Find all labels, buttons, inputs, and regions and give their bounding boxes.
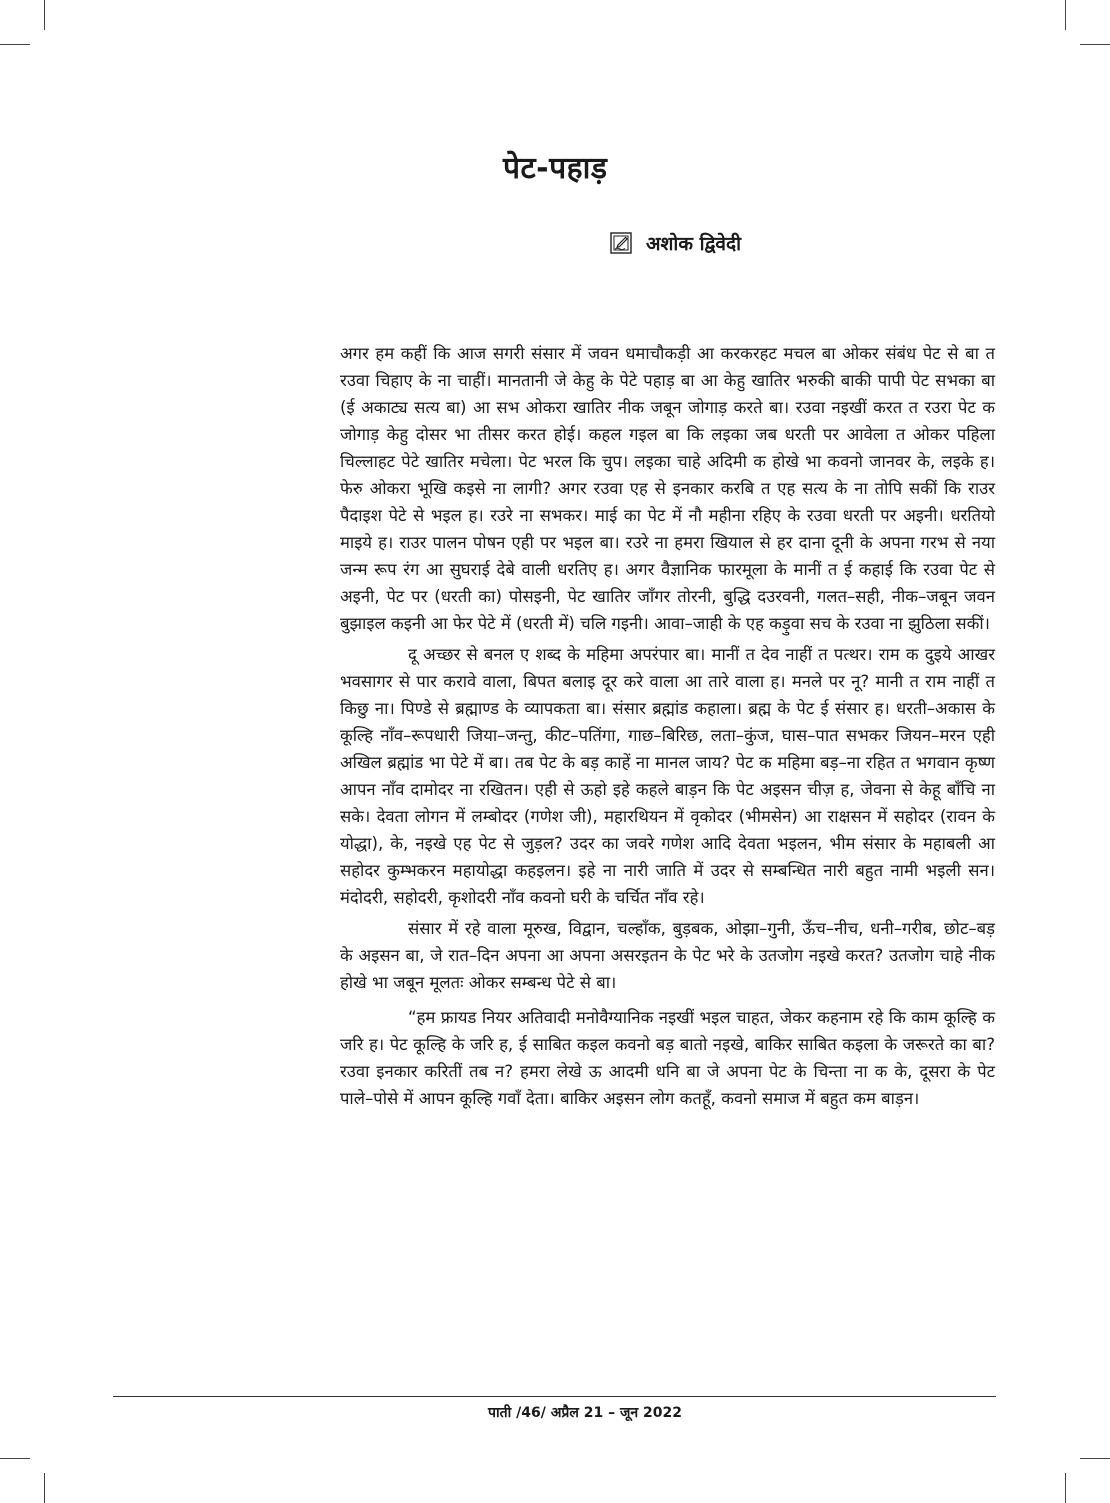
paragraph: दू अच्छर से बनल ए शब्द के महिमा अपरंपार बा। मानीं त देव नाहीं त पत्थर। राम क दुइये आखर भवसागर से पार करावे वाला, बिपत बलाइ दूर करे वाला आ तारे वाला ह। मनले पर नू? मानी त राम नाहीं त किछु ना। पिण्डे से ब्रह्माण्ड के व्यापकता बा। संसार ब्रह्मांड कहाला। ब्रह्म के पेट ई संसार ह। धरती–अकास के कूल्हि नाँव–रूपधारी जिया–जन्तु, कीट–पतिंगा, गाछ–बिरिछ, लता–कुंज, घास–पात सभकर जियन–मरन एही अखिल ब्रह्मांड भा पेटे में बा। तब पेट के बड़ काहें ना मानल जाय? पेट क महिमा बड़–ना रहित त भगवान कृष्ण आपन नाँव दामोदर ना रखितन। एही से ऊहो इहे कहले बाड़न कि पेट अइसन चीज़ ह, जेवना से केहू बाँचि ना सके। देवता लोगन में लम्बोदर (गणेश जी), महारथियन में वृकोदर (भीमसेन) आ राक्षसन में सहोदर (रावन के योद्धा), के, नइखे एह पेट से जुड़ल? उदर का जवरे गणेश आदि देवता भइलन, भीम संसार के महाबली आ सहोदर कुम्भकरन महायोद्धा कहइलन। इहे ना नारी जाति में उदर से सम्बन्धित नारी बहुत नामी भइली सन। मंदोदरी, सहोदरी, कृशोदरी नाँव कवनो घरी के चर्चित नाँव रहे। bbox=[340, 645, 995, 907]
crop-mark bbox=[0, 44, 30, 45]
crop-mark bbox=[1080, 44, 1110, 45]
author-name: अशोक द्विवेदी bbox=[646, 233, 741, 255]
article-title: पेट-पहाड़ bbox=[503, 151, 608, 186]
crop-mark bbox=[0, 1458, 30, 1459]
paragraph: अगर हम कहीं कि आज सगरी संसार में जवन धमाचौकड़ी आ करकरहट मचल बा ओकर संबंध पेट से बा त रउवा चिहाए के ना चाहीं। मानतानी जे केहु के पेटे पहाड़ बा आ केहु खातिर भरुकी बाकी पापी पेट सभका बा (ई अकाट्य सत्य बा) आ सभ ओकरा खातिर नीक जबून जोगाड़ करते बा। रउवा नइखीं करत त रउरा पेट क जोगाड़ केहु दोसर भा तीसर करत होई। कहल गइल बा कि लइका जब धरती पर आवेला त ओकर पहिला चिल्लाहट पेटे खातिर मचेला। पेट भरल कि चुप। लइका चाहे अदिमी क होखे भा कवनो जानवर के, लइके ह। फेरु ओकरा भूखि कइसे ना लागी? अगर रउवा एह से इनकार करबि त एह सत्य के ना तोपि सकीं कि राउर पैदाइश पेटे से भइल ह। रउरे ना सभकर। माई का पेट में नौ महीना रहिए के रउवा धरती पर अइनी। धरतियो माइये ह। राउर पालन पोषन एही पर भइल बा। रउरे ना हमरा खियाल से हर दाना दूनी के अपना गरभ से नया जन्म रूप रंग आ सुघराई देबे वाली धरतिए ह। अगर वैज्ञानिक फारमूला के मानीं त ई कहाई कि रउवा पेट से अइनी, पेट पर (धरती का) पोसइनी, पेट खातिर जाँगर तोरनी, बुद्धि दउरवनी, गलत–सही, नीक–जबून जवन बुझाइल कइनी आ फेर पेटे में (धरती में) चलि गइनी। आवा–जाही के एह कड़ुवा सच के रउवा ना झुठिला सकीं। bbox=[340, 344, 995, 633]
pen-writing-icon bbox=[610, 232, 632, 254]
page-footer: पाती /46/ अप्रैल 21 – जून 2022 bbox=[488, 1405, 682, 1421]
crop-mark bbox=[44, 1473, 45, 1503]
paragraph: संसार में रहे वाला मूरुख, विद्वान, चल्हाँक, बुड़बक, ओझा–गुनी, ऊँच–नीच, धनी–गरीब, छोट–बड़ के अइसन बा, जे रात–दिन अपना आ अपना असरइतन के पेट भरे के उतजोग नइखे करत? उतजोग चाहे नीक होखे भा जबून मूलतः ओकर सम्बन्ध पेटे से बा। bbox=[340, 919, 995, 992]
author-byline bbox=[610, 230, 741, 256]
crop-mark bbox=[1065, 1473, 1066, 1503]
article-body bbox=[340, 340, 995, 1112]
crop-mark bbox=[1065, 0, 1066, 30]
crop-mark bbox=[44, 0, 45, 30]
crop-mark bbox=[1080, 1458, 1110, 1459]
footer-divider bbox=[113, 1396, 996, 1397]
paragraph: “हम फ्रायड नियर अतिवादी मनोवैग्यानिक नइखीं भइल चाहत, जेकर कहनाम रहे कि काम कूल्हि क जरि ह। पेट कूल्हि के जरि ह, ई साबित कइल कवनो बड़ बातो नइखे, बाकिर साबित कइला के जरूरते का बा? रउवा इनकार करितीं तब न? हमरा लेखे ऊ आदमी धनि बा जे अपना पेट के चिन्ता ना क के, दूसरा के पेट पाले–पोसे में आपन कूल्हि गवाँ देता। बाकिर अइसन लोग कतहूँ, कवनो समाज में बहुत कम बाड़न। bbox=[340, 1008, 996, 1108]
